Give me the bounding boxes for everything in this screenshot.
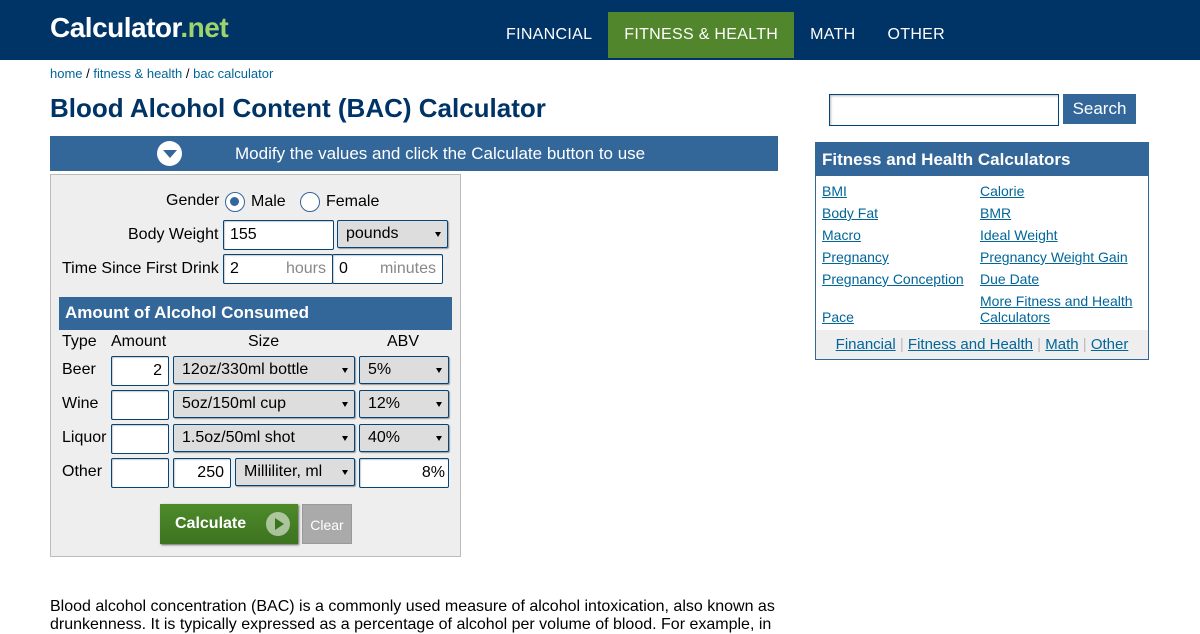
breadcrumb-separator: / [82,66,94,81]
nav-fitness-health[interactable]: FITNESS & HEALTH [608,12,794,58]
wine-abv-select[interactable]: 12% [359,390,449,418]
beer-type-label: Beer [62,361,96,378]
sidebar-link-macro[interactable]: Macro [822,227,861,243]
gender-male-label[interactable]: Male [251,193,286,210]
gender-label: Gender [166,192,220,209]
footer-link-math[interactable]: Math [1045,336,1079,353]
gender-male-radio[interactable] [225,192,245,212]
liquor-amount-input[interactable] [111,424,169,454]
nav-financial[interactable]: FINANCIAL [506,26,593,43]
banner-text: Modify the values and click the Calculate button to use [235,144,646,163]
other-abv-value: 8 [421,464,431,481]
sidebar-link-ideal-weight[interactable]: Ideal Weight [980,227,1058,243]
wine-size-select[interactable]: 5oz/150ml cup [173,390,355,418]
time-since-first-drink-label: Time Since First Drink [62,260,219,277]
minutes-value: 0 [339,260,348,277]
search-button[interactable]: Search [1063,94,1136,124]
sidebar-link-pace[interactable]: Pace [822,309,854,325]
breadcrumb-bac-calculator[interactable]: bac calculator [193,66,274,81]
sidebar-link-due-date[interactable]: Due Date [980,271,1040,287]
breadcrumb-separator: / [182,66,194,81]
nav-math[interactable]: MATH [810,26,856,43]
footer-separator: | [1078,336,1091,353]
search-input[interactable] [829,94,1059,126]
top-navigation-bar [0,0,1200,60]
page-title: Blood Alcohol Content (BAC) Calculator [50,93,546,123]
breadcrumb-home[interactable]: home [50,66,83,81]
liquor-size-select[interactable]: 1.5oz/50ml shot [173,424,355,452]
hours-input[interactable] [223,254,333,284]
chevron-down-icon[interactable] [157,141,182,166]
other-amount-input[interactable] [111,458,169,488]
hours-value: 2 [230,260,239,277]
gender-female-radio[interactable] [300,192,320,212]
sidebar-footer [816,330,1148,359]
minutes-input[interactable] [332,254,443,284]
calculate-button[interactable] [160,504,298,544]
main-nav [490,12,961,59]
column-header-type: Type [62,333,97,350]
hours-unit-label: hours [285,260,326,277]
breadcrumb-fitness-health[interactable]: fitness & health [93,66,183,81]
sidebar-title: Fitness and Health Calculators [816,143,1148,176]
site-logo[interactable] [50,12,228,44]
sidebar-link-more-fitness-health[interactable]: More Fitness and Health Calculators [980,293,1133,325]
clear-button[interactable]: Clear [302,504,352,544]
column-header-size: Size [248,333,280,350]
other-size-input[interactable]: 250 [173,458,231,488]
sidebar-link-body-fat[interactable]: Body Fat [822,205,879,221]
body-weight-label: Body Weight [128,226,219,243]
column-header-abv: ABV [387,333,420,350]
liquor-abv-select[interactable]: 40% [359,424,449,452]
logo-text: Calculator [50,12,181,43]
footer-link-other[interactable]: Other [1090,336,1129,353]
body-weight-input[interactable]: 155 [223,220,334,250]
other-abv-input[interactable] [359,458,449,488]
logo-dot: . [180,12,188,43]
footer-link-financial[interactable]: Financial [835,336,896,353]
beer-amount-input[interactable]: 2 [111,356,169,386]
gender-female-label[interactable]: Female [326,193,380,210]
play-icon [266,512,290,536]
alcohol-consumed-heading: Amount of Alcohol Consumed [59,297,452,330]
minutes-unit-label: minutes [379,260,436,277]
logo-net: net [187,12,229,43]
sidebar-link-calorie[interactable]: Calorie [980,183,1025,199]
nav-other[interactable]: OTHER [887,26,945,43]
other-size-unit-select[interactable]: Milliliter, ml [235,458,355,486]
calculate-label: Calculate [175,515,247,532]
fitness-health-calculators-box [815,142,1149,360]
percent-sign: % [430,464,445,481]
footer-separator: | [1033,336,1046,353]
breadcrumb [50,66,273,81]
sidebar-link-bmi[interactable]: BMI [822,183,847,199]
footer-link-fitness-health[interactable]: Fitness and Health [907,336,1033,353]
wine-amount-input[interactable] [111,390,169,420]
liquor-type-label: Liquor [62,429,107,446]
bac-description: Blood alcohol concentration (BAC) is a commonly used measure of alcohol intoxication, also known as drunkenness. It is typically expressed as a percentage of alcohol per volume of blood. For example, in [50,598,775,633]
wine-type-label: Wine [62,395,99,412]
column-header-amount: Amount [111,333,167,350]
beer-size-select[interactable]: 12oz/330ml bottle [173,356,355,384]
sidebar-link-pregnancy-conception[interactable]: Pregnancy Conception [822,271,964,287]
footer-separator: | [895,336,908,353]
sidebar-link-pregnancy-weight-gain[interactable]: Pregnancy Weight Gain [980,249,1128,265]
bac-form-panel [50,174,461,557]
sidebar-link-pregnancy[interactable]: Pregnancy [822,249,889,265]
beer-abv-select[interactable]: 5% [359,356,449,384]
sidebar-link-bmr[interactable]: BMR [980,205,1012,221]
other-type-label: Other [62,463,103,480]
modify-values-banner[interactable] [50,136,778,171]
weight-unit-select[interactable]: pounds [337,220,448,248]
